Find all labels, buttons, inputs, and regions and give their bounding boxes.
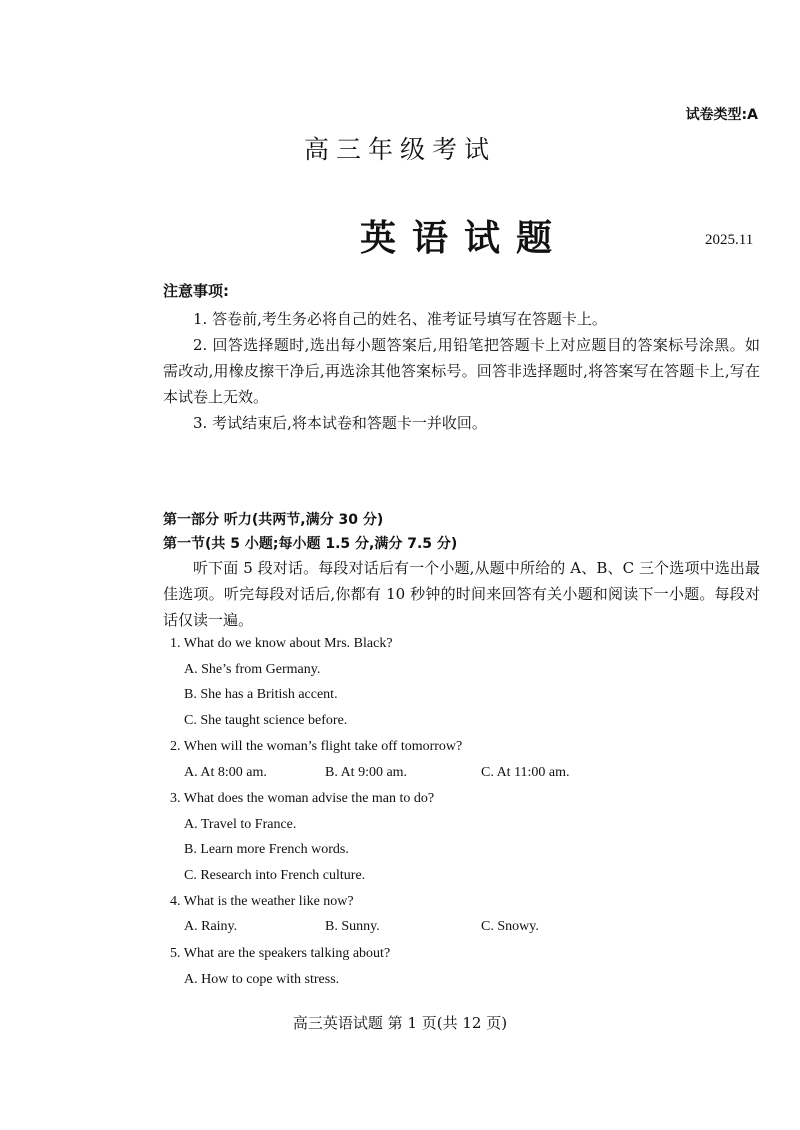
- option-a: A. Travel to France.: [184, 817, 297, 832]
- option-b: B. She has a British accent.: [184, 687, 338, 702]
- option-b: B. Sunny.: [325, 919, 380, 934]
- question-stem: 5. What are the speakers talking about?: [170, 946, 391, 961]
- option-c: C. She taught science before.: [184, 713, 348, 728]
- page-footer: 高三英语试题 第 1 页(共 12 页): [292, 1014, 508, 1032]
- option-a: A. How to cope with stress.: [184, 972, 340, 987]
- option-a: A. Rainy.: [184, 919, 238, 934]
- exam-date: 2025.11: [705, 232, 754, 248]
- option-a: A. At 8:00 am.: [184, 765, 267, 780]
- option-a: A. She’s from Germany.: [184, 662, 321, 677]
- option-c: C. Snowy.: [481, 919, 539, 934]
- note-item-1: 1. 答卷前,考生务必将自己的姓名、准考证号填写在答题卡上。: [193, 310, 607, 328]
- exam-name: 高三年级考试: [303, 135, 496, 164]
- question-stem: 3. What does the woman advise the man to do?: [170, 791, 435, 806]
- option-c: C. At 11:00 am.: [481, 765, 570, 780]
- question-stem: 1. What do we know about Mrs. Black?: [170, 636, 393, 651]
- page-title: 英语试题: [359, 217, 568, 259]
- part1-heading: 第一部分 听力(共两节,满分 30 分): [163, 512, 384, 528]
- note-item-2: 2. 回答选择题时,选出每小题答案后,用铅笔把答题卡上对应题目的答案标号涂黑。如需改动,用橡皮擦干净后,再选涂其他答案标号。回答非选择题时,将答案写在答题卡上,写在本试卷上无效。: [163, 336, 760, 406]
- question-stem: 2. When will the woman’s flight take off tomorrow?: [170, 739, 463, 754]
- section1-heading: 第一节(共 5 小题;每小题 1.5 分,满分 7.5 分): [163, 536, 458, 552]
- note-item-3: 3. 考试结束后,将本试卷和答题卡一并收回。: [193, 414, 487, 432]
- option-b: B. At 9:00 am.: [325, 765, 408, 780]
- option-b: B. Learn more French words.: [184, 842, 349, 857]
- paper-type-label: 试卷类型:A: [685, 107, 758, 123]
- question-stem: 4. What is the weather like now?: [170, 894, 354, 909]
- listening-instructions: 听下面 5 段对话。每段对话后有一个小题,从题中所给的 A、B、C 三个选项中选出最佳选项。听完每段对话后,你都有 10 秒钟的时间来回答有关小题和阅读下一小题。每段对话仅读一遍。: [163, 559, 760, 629]
- notes-heading: 注意事项:: [163, 282, 229, 300]
- option-c: C. Research into French culture.: [184, 868, 366, 883]
